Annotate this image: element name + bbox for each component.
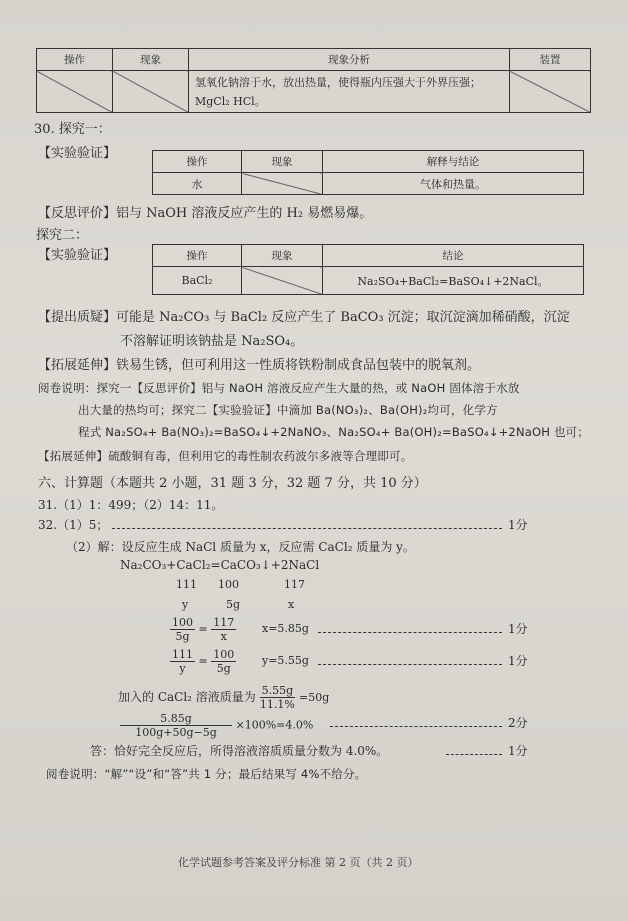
score-leader xyxy=(318,632,502,633)
frac2-num2: 100 xyxy=(213,648,235,661)
cacl2-mass-line xyxy=(118,684,329,711)
table2-header-phenomenon: 现象 xyxy=(242,151,323,173)
table2-cell-op: 水 xyxy=(153,173,242,195)
reflect-text: 【反思评价】铝与 NaOH 溶液反应产生的 H₂ 易燃易爆。 xyxy=(38,206,373,221)
x-score: 1分 xyxy=(508,622,528,636)
frac1-den: 5g xyxy=(175,630,190,643)
q32-part1: 32.（1）5； xyxy=(38,518,109,532)
table1-header-analysis: 现象分析 xyxy=(189,49,510,71)
mass-score: 2分 xyxy=(508,716,528,730)
table1-cell-device xyxy=(510,71,591,113)
table1-header-op: 操作 xyxy=(37,49,113,71)
verify-label: 【实验验证】 xyxy=(38,146,117,161)
q31-answer: 31.（1）1：499；（2）14：11。 xyxy=(38,498,224,512)
frac2-num: 111 xyxy=(172,648,193,661)
q32-part2-intro: （2）解：设反应生成 NaCl 质量为 x，反应需 CaCl₂ 质量为 y。 xyxy=(66,540,415,554)
frac1-num2: 117 xyxy=(213,616,235,629)
cacl2-den: 11.1% xyxy=(259,698,295,711)
frac1-num: 100 xyxy=(172,616,193,629)
score-leader xyxy=(446,754,502,755)
mass-fraction-line xyxy=(120,712,313,739)
table2-header-op: 操作 xyxy=(153,151,242,173)
note-line-1: 阅卷说明：探究一【反思评价】铝与 NaOH 溶液反应产生大量的热，或 NaOH 固体溶于水放 xyxy=(38,381,520,395)
table3-cell-conclusion: Na₂SO₄+BaCl₂=BaSO₄↓+2NaCl。 xyxy=(323,267,584,295)
table3-header-op: 操作 xyxy=(153,245,242,267)
grading-note: 阅卷说明：“解”“设”和“答”共 1 分；最后结果写 4%不给分。 xyxy=(46,767,367,781)
mass-num: 5.85g xyxy=(120,712,232,726)
table1-header-phenomenon: 现象 xyxy=(113,49,189,71)
note-line-2: 出大量的热均可；探究二【实验验证】中滴加 Ba(NO₃)₂、Ba(OH)₂均可，化学方 xyxy=(78,403,498,417)
analysis-line-1: 氢氧化钠溶于水，放出热量，使得瓶内压强大于外界压强； xyxy=(195,75,481,89)
frac1-den2: x xyxy=(220,630,227,643)
table3-cell-op: BaCl₂ xyxy=(153,267,242,295)
table2-cell-phenomenon xyxy=(242,173,323,195)
table2-cell-conclusion: 气体和热量。 xyxy=(323,173,584,195)
verify-table-2 xyxy=(152,244,584,295)
section6-title: 六、计算题（本题共 2 小题，31 题 3 分，32 题 7 分，共 10 分） xyxy=(38,476,427,491)
frac2-den2: 5g xyxy=(216,662,231,675)
table1-header-device: 装置 xyxy=(510,49,591,71)
cacl2-label: 加入的 CaCl₂ 溶液质量为 xyxy=(118,690,256,704)
q32-part1-score: 1分 xyxy=(508,518,528,532)
table3-cell-phenomenon xyxy=(242,267,323,295)
verify-table-1 xyxy=(152,150,584,195)
extend-text: 【拓展延伸】铁易生锈，但可利用这一性质将铁粉制成食品包装中的脱氧剂。 xyxy=(38,358,481,373)
analysis-line-2: MgCl₂ HCl。 xyxy=(195,94,266,108)
question-line-2: 不溶解证明该钠盐是 Na₂SO₄。 xyxy=(120,334,304,349)
mass-den: 100g+50g−5g xyxy=(135,726,217,739)
mass-result: ×100%=4.0% xyxy=(235,718,314,732)
ratio-x: x xyxy=(288,598,295,611)
ratio-y: y xyxy=(182,598,189,611)
reaction-equation: Na₂CO₃+CaCl₂=CaCO₃↓+2NaCl xyxy=(120,558,320,572)
note-line-4: 【拓展延伸】硫酸铜有毒，但利用它的毒性制农药波尔多液等合理即可。 xyxy=(38,449,413,463)
score-leader xyxy=(330,726,502,727)
y-result: y=5.55g xyxy=(262,654,309,667)
table1-cell-analysis xyxy=(189,71,510,113)
table1-cell-phenomenon xyxy=(113,71,189,113)
verify2-label: 【实验验证】 xyxy=(38,248,117,263)
table3-header-phenomenon: 现象 xyxy=(242,245,323,267)
table2-header-conclusion: 解释与结论 xyxy=(323,151,584,173)
table3-header-conclusion: 结论 xyxy=(323,245,584,267)
ratio-5g: 5g xyxy=(226,598,241,611)
cacl2-num: 5.55g xyxy=(261,684,294,697)
ratio-100: 100 xyxy=(218,578,239,591)
q30-label: 30. 探究一： xyxy=(34,122,111,137)
question-line-1: 【提出质疑】可能是 Na₂CO₃ 与 BaCl₂ 反应产生了 BaCO₃ 沉淀；取沉淀滴加稀硝酸，沉淀 xyxy=(38,310,570,325)
ratio-117: 117 xyxy=(284,578,305,591)
proportion-1: $\frac{100}{5g}$ = $\frac{117}{x}$ xyxy=(172,616,235,643)
cacl2-result: =50g xyxy=(299,691,330,704)
answer-score: 1分 xyxy=(508,744,528,758)
proportion-2: $\frac{111}{y}$ = $\frac{100}{5g}$ xyxy=(172,648,235,675)
analysis-table xyxy=(36,48,591,113)
y-score: 1分 xyxy=(508,654,528,668)
score-leader xyxy=(318,664,502,665)
score-leader xyxy=(112,528,502,529)
x-result: x=5.85g xyxy=(262,622,309,635)
frac2-den: y xyxy=(179,662,186,675)
ratio-111: 111 xyxy=(176,578,197,591)
table1-cell-op xyxy=(37,71,113,113)
note-line-3: 程式 Na₂SO₄+ Ba(NO₃)₂=BaSO₄↓+2NaNO₃、Na₂SO₄+ Ba(OH)₂=BaSO₄↓+2NaOH 也可； xyxy=(78,425,590,439)
page-footer: 化学试题参考答案及评分标准 第 2 页（共 2 页） xyxy=(178,856,419,869)
explore2-label: 探究二： xyxy=(36,228,89,243)
final-answer: 答：恰好完全反应后，所得溶液溶质质量分数为 4.0%。 xyxy=(90,744,389,758)
